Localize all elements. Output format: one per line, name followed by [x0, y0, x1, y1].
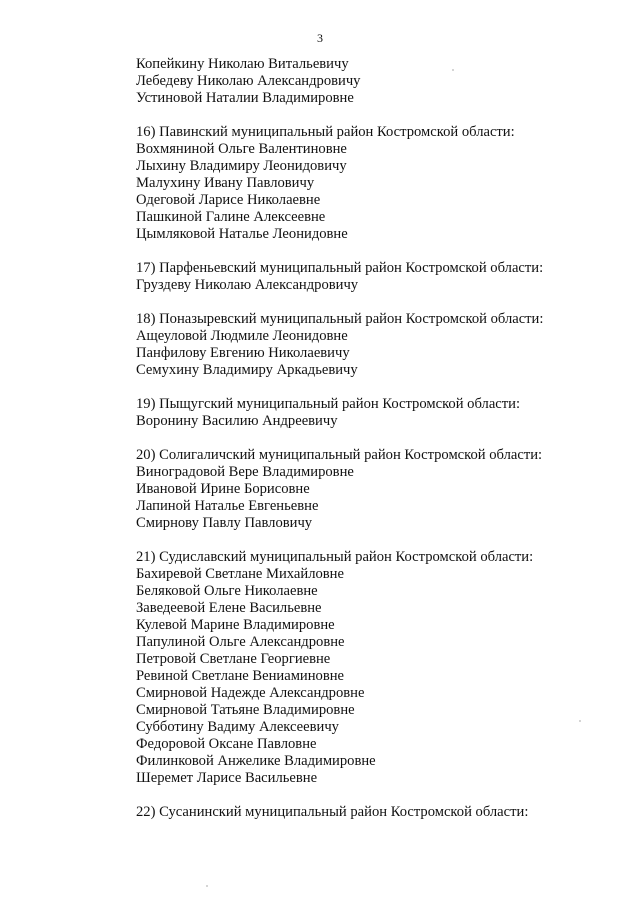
name-line: Лебедеву Николаю Александровичу — [136, 73, 361, 89]
document-body — [136, 56, 616, 821]
district-heading: 22) Сусанинский муниципальный район Костромской области: — [136, 804, 529, 820]
name-line: Смирнову Павлу Павловичу — [136, 515, 313, 531]
district-heading: 21) Судиславский муниципальный район Костромской области: — [136, 549, 534, 565]
name-line: Лапиной Наталье Евгеньевне — [136, 498, 319, 514]
district-section — [136, 396, 616, 430]
name-line: Беляковой Ольге Николаевне — [136, 583, 318, 599]
scan-speck — [206, 885, 208, 887]
page-number: 3 — [317, 31, 323, 45]
name-line: Семухину Владимиру Аркадьевичу — [136, 362, 358, 378]
name-line: Шеремет Ларисе Васильевне — [136, 770, 318, 786]
name-line: Копейкину Николаю Витальевичу — [136, 56, 349, 72]
district-section — [136, 804, 616, 821]
sections-list — [136, 124, 616, 821]
intro-list — [136, 56, 616, 107]
name-line: Ивановой Ирине Борисовне — [136, 481, 310, 497]
district-section — [136, 549, 616, 787]
name-line: Субботину Вадиму Алексеевичу — [136, 719, 339, 735]
name-line: Кулевой Марине Владимировне — [136, 617, 335, 633]
name-line: Бахиревой Светлане Михайловне — [136, 566, 344, 582]
name-line: Ащеуловой Людмиле Леонидовне — [136, 328, 348, 344]
district-section — [136, 447, 616, 532]
name-line: Одеговой Ларисе Николаевне — [136, 192, 321, 208]
name-line: Лыхину Владимиру Леонидовичу — [136, 158, 347, 174]
district-heading: 16) Павинский муниципальный район Костромской области: — [136, 124, 515, 140]
name-line: Петровой Светлане Георгиевне — [136, 651, 331, 667]
name-line: Груздеву Николаю Александровичу — [136, 277, 359, 293]
name-line: Воронину Василию Андреевичу — [136, 413, 338, 429]
scan-speck — [452, 69, 454, 71]
scan-speck — [579, 720, 581, 722]
district-section — [136, 311, 616, 379]
name-line: Смирновой Надежде Александровне — [136, 685, 365, 701]
name-line: Филинковой Анжелике Владимировне — [136, 753, 376, 769]
name-line: Папулиной Ольге Александровне — [136, 634, 345, 650]
district-heading: 17) Парфеньевский муниципальный район Костромской области: — [136, 260, 544, 276]
district-section — [136, 124, 616, 243]
name-line: Малухину Ивану Павловичу — [136, 175, 315, 191]
name-line: Смирновой Татьяне Владимировне — [136, 702, 355, 718]
name-line: Федоровой Оксане Павловне — [136, 736, 317, 752]
name-line: Устиновой Наталии Владимировне — [136, 90, 354, 106]
district-heading: 18) Поназыревский муниципальный район Костромской области: — [136, 311, 544, 327]
district-heading: 20) Солигаличский муниципальный район Костромской области: — [136, 447, 543, 463]
district-section — [136, 260, 616, 294]
name-line: Цымляковой Наталье Леонидовне — [136, 226, 348, 242]
name-line: Виноградовой Вере Владимировне — [136, 464, 354, 480]
name-line: Заведеевой Елене Васильевне — [136, 600, 322, 616]
name-line: Ревиной Светлане Вениаминовне — [136, 668, 345, 684]
name-line: Пашкиной Галине Алексеевне — [136, 209, 326, 225]
name-line: Вохмяниной Ольге Валентиновне — [136, 141, 347, 157]
name-line: Панфилову Евгению Николаевичу — [136, 345, 350, 361]
district-heading: 19) Пыщугский муниципальный район Костромской области: — [136, 396, 521, 412]
